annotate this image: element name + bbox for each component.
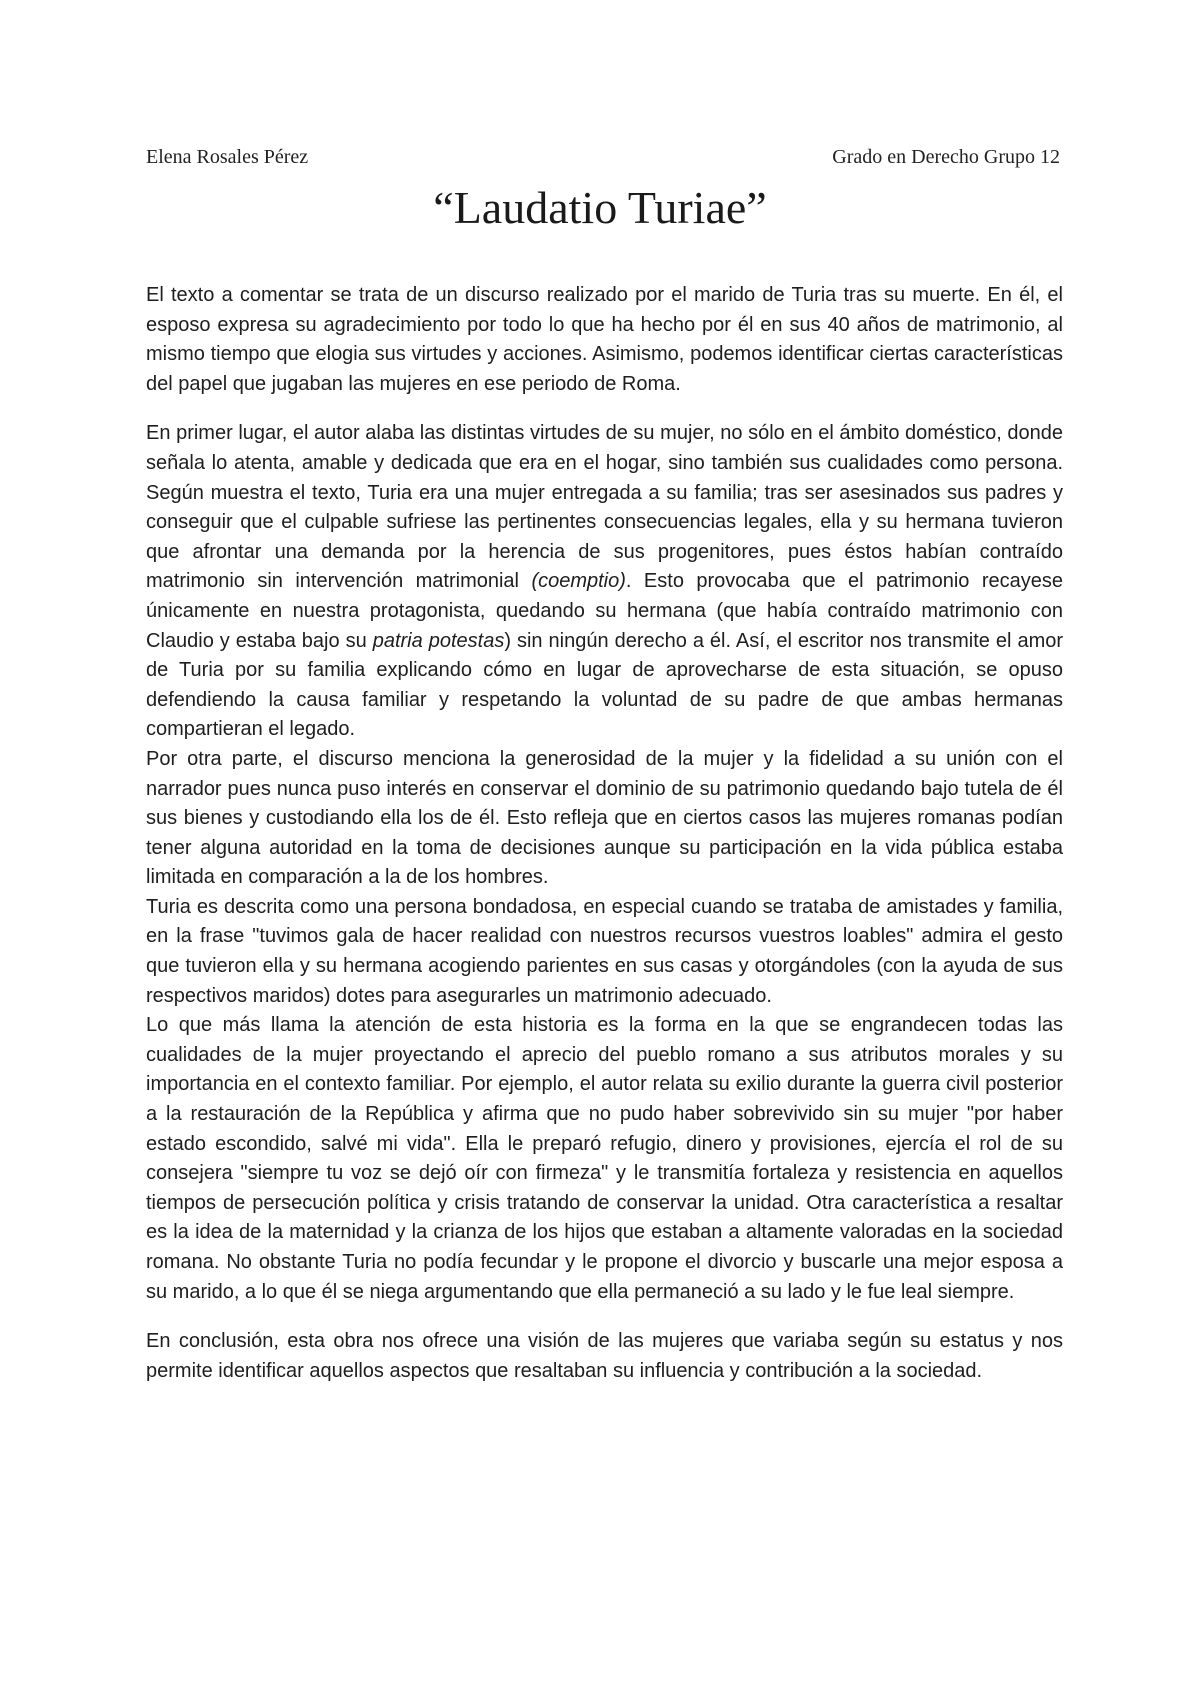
document-header	[146, 145, 1060, 169]
paragraph-generosity: Por otra parte, el discurso menciona la generosidad de la mujer y la fidelidad a su unión con el narrador pues nunca puso interés en conservar el dominio de su patrimonio quedando bajo tutela de él sus bienes y custodiando ella los de él. Esto refleja que en ciertos casos las mujeres romanas podían tener alguna autoridad en la toma de decisiones aunque su participación en la vida pública estaba limitada en comparación a la de los hombres.	[146, 747, 1063, 889]
paragraph-virtues-text-3: ) sin ningún derecho a él. Así, el escritor nos transmite el amor de Turia por su familia explicando cómo en lugar de aprovecharse de esta situación, se opuso defendiendo la causa familiar y respetando la voluntad de su padre de que ambas hermanas compartieran el legado.	[146, 629, 1064, 741]
italic-term-patria-potestas: patria potestas	[372, 629, 505, 652]
paragraph-conclusion: En conclusión, esta obra nos ofrece una visión de las mujeres que variaba según su estatus y nos permite identificar aquellos aspectos que resaltaban su influencia y contribución a la sociedad.	[146, 1330, 1063, 1382]
italic-term-coemptio: (coemptio)	[531, 570, 626, 593]
paragraph-virtues-text-2: . Esto provocaba que el patrimonio recayese únicamente en nuestra protagonista, quedando su hermana (que había contraído matrimonio con Claudio y estaba bajo su	[146, 570, 1063, 652]
course-group: Grado en Derecho Grupo 12	[832, 146, 1060, 168]
document-title: “Laudatio Turiae”	[433, 182, 767, 233]
document-body	[146, 281, 1063, 1386]
paragraph-exile: Lo que más llama la atención de esta historia es la forma en la que se engrandecen todas las cualidades de la mujer proyectando el aprecio del pueblo romano a sus atributos morales y su importancia en el contexto familiar. Por ejemplo, el autor relata su exilio durante la guerra civil posterior a la restauración de la República y afirma que no pudo haber sobrevivido sin su mujer "por haber estado escondido, salvé mi vida". Ella le preparó refugio, dinero y provisiones, ejercía el rol de su consejera "siempre tu voz se dejó oír con firmeza" y le transmitía fortaleza y resistencia en aquellos tiempos de persecución política y crisis tratando de conservar la unidad. Otra característica a resaltar es la idea de la maternidad y la crianza de los hijos que estaban a altamente valoradas en la sociedad romana. No obstante Turia no podía fecundar y le propone el divorcio y buscarle una mejor esposa a su marido, a lo que él se niega argumentando que ella permaneció a su lado y le fue leal siempre.	[146, 1014, 1063, 1303]
paragraph-kindness: Turia es descrita como una persona bondadosa, en especial cuando se trataba de amistades y familia, en la frase "tuvimos gala de hacer realidad con nuestros recursos vuestros loables" admira el gesto que tuvieron ella y su hermana acogiendo parientes en sus casas y otorgándoles (con la ayuda de sus respectivos maridos) dotes para asegurarles un matrimonio adecuado.	[146, 895, 1063, 1007]
paragraph-virtues	[146, 419, 1063, 745]
paragraph-virtues-text-1: En primer lugar, el autor alaba las distintas virtudes de su mujer, no sólo en el ámbito doméstico, donde señala lo atenta, amable y dedicada que era en el hogar, sino también sus cualidades como persona. Según muestra el texto, Turia era una mujer entregada a su familia; tras ser asesinados sus padres y conseguir que el culpable sufriese las pertinentes consecuencias legales, ella y su hermana tuvieron que afrontar una demanda por la herencia de sus progenitores, pues éstos habían contraído matrimonio sin intervención matrimonial	[146, 422, 1063, 593]
paragraph-introduction: El texto a comentar se trata de un discurso realizado por el marido de Turia tras su muerte. En él, el esposo expresa su agradecimiento por todo lo que ha hecho por él en sus 40 años de matrimonio, al mismo tiempo que elogia sus virtudes y acciones. Asimismo, podemos identificar ciertas características del papel que jugaban las mujeres en ese periodo de Roma.	[146, 284, 1063, 395]
author-name: Elena Rosales Pérez	[146, 146, 309, 168]
